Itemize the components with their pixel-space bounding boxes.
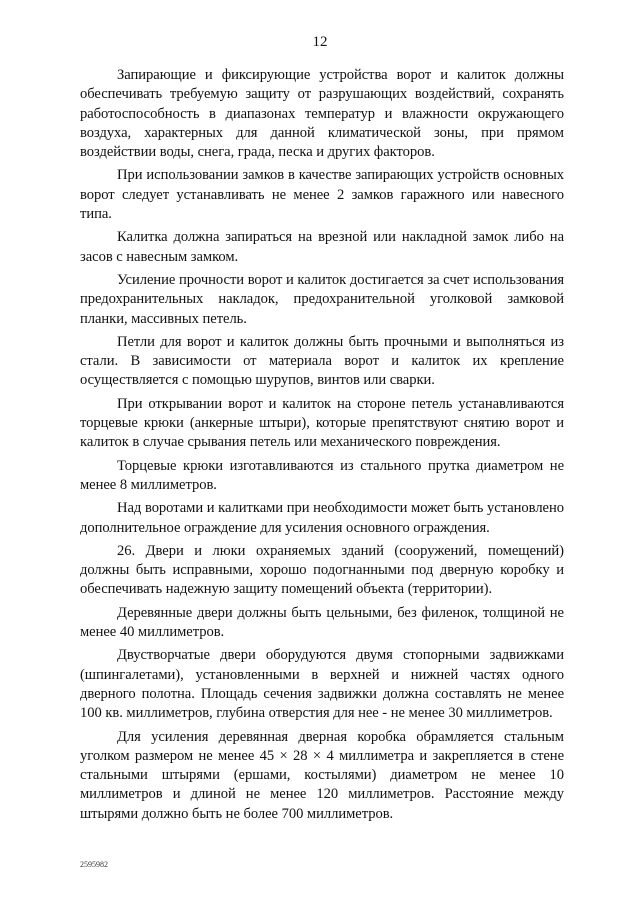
paragraph: Деревянные двери должны быть цельными, без филенок, толщиной не менее 40 миллиметров. <box>80 604 564 641</box>
page-number: 12 <box>312 34 328 50</box>
document-body <box>80 66 564 828</box>
paragraph: Двустворчатые двери оборудуются двумя стопорными задвижками (шпингалетами), установленными в верхней и нижней частях одного дверного полотна. Площадь сечения задвижки должна составлять не менее 100 кв. миллиметров, глубина отверстия для нее - не менее 30 миллиметров. <box>80 647 564 722</box>
paragraph: Над воротами и калитками при необходимости может быть установлено дополнительное ограждение для усиления основного ограждения. <box>80 500 564 536</box>
document-code: 2595982 <box>80 860 108 869</box>
paragraph: При открывании ворот и калиток на стороне петель устанавливаются торцевые крюки (анкерные штыри), которые препятствуют снятию ворот и калиток в случае срывания петель или механического повреждения. <box>80 395 564 451</box>
paragraph: Торцевые крюки изготавливаются из стального прутка диаметром не менее 8 миллиметров. <box>80 457 564 493</box>
paragraph: Усиление прочности ворот и калиток достигается за счет использования предохранительных накладок, предохранительной уголковой замковой планки, массивных петель. <box>80 271 564 327</box>
paragraph: Калитка должна запираться на врезной или накладной замок либо на засов с навесным замком. <box>80 229 564 265</box>
paragraph: Запирающие и фиксирующие устройства ворот и калиток должны обеспечивать требуемую защиту от разрушающих воздействий, сохранять работоспособность в диапазонах температур и влажности окружающего воздуха, характерных для данной климатической зоны, при прямом воздействии воды, снега, града, песка и других факторов. <box>80 67 564 161</box>
paragraph: Для усиления деревянная дверная коробка обрамляется стальным уголком размером не менее 45 × 28 × 4 миллиметра и закрепляется в стене стальными штырями (ершами, костылями) диаметром не менее 10 миллиметров и длиной не менее 120 миллиметров. Расстояние между штырями должно быть не более 700 миллиметров. <box>80 728 564 822</box>
paragraph: 26. Двери и люки охраняемых зданий (сооружений, помещений) должны быть исправными, хорошо подогнанными под дверную коробку и обеспечивать надежную защиту помещений объекта (территории). <box>80 542 564 598</box>
paragraph: При использовании замков в качестве запирающих устройств основных ворот следует устанавливать не менее 2 замков гаражного или навесного типа. <box>80 167 564 223</box>
paragraph: Петли для ворот и калиток должны быть прочными и выполняться из стали. В зависимости от материала ворот и калиток их крепление осуществляется с помощью шурупов, винтов или сварки. <box>80 333 564 389</box>
